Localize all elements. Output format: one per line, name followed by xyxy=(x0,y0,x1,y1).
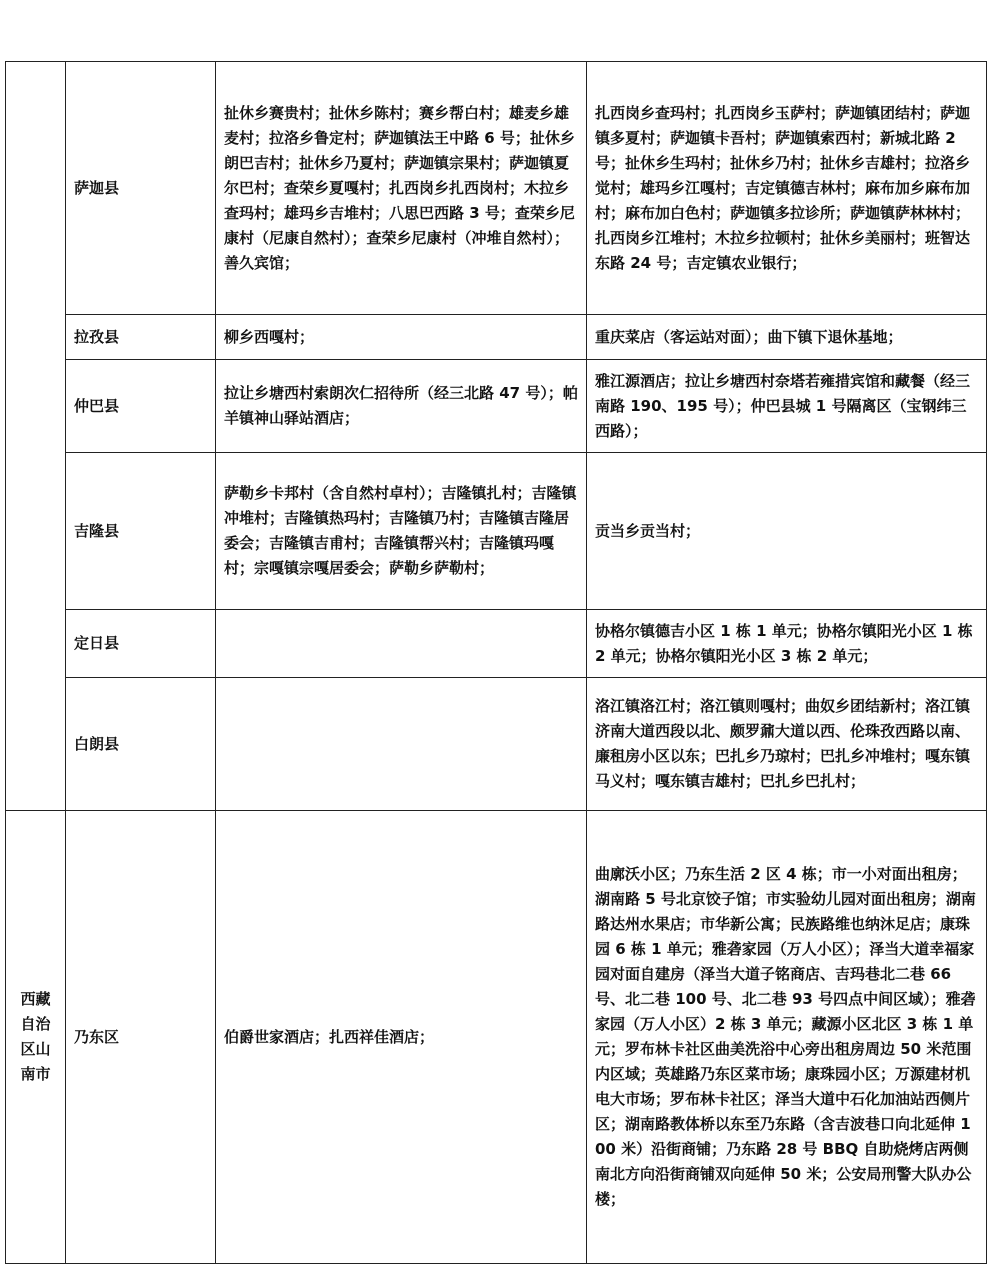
mid-risk-cell: 柳乡西嘎村； xyxy=(216,315,587,360)
table-row xyxy=(6,315,987,360)
risk-area-table xyxy=(5,61,987,1264)
mid-risk-cell: 伯爵世家酒店；扎西祥佳酒店； xyxy=(216,811,587,1264)
mid-risk-cell: 拉让乡塘西村索朗次仁招待所（经三北路 47 号）；帕羊镇神山驿站酒店； xyxy=(216,360,587,453)
table-row xyxy=(6,678,987,811)
low-risk-cell: 贡当乡贡当村； xyxy=(587,453,987,610)
county-cell: 拉孜县 xyxy=(66,315,216,360)
county-cell: 定日县 xyxy=(66,610,216,678)
low-risk-cell: 洛江镇洛江村；洛江镇则嘎村；曲奴乡团结新村；洛江镇济南大道西段以北、颇罗鼐大道以西、伦珠孜西路以南、廉租房小区以东；巴扎乡乃琼村；巴扎乡冲堆村；嘎东镇马义村；嘎东镇吉雄村；巴扎乡巴扎村； xyxy=(587,678,987,811)
low-risk-cell: 雅江源酒店；拉让乡塘西村奈塔若雍措宾馆和藏餐（经三南路 190、195 号）；仲巴县城 1 号隔离区（宝钢纬三西路）； xyxy=(587,360,987,453)
low-risk-cell: 协格尔镇德吉小区 1 栋 1 单元；协格尔镇阳光小区 1 栋 2 单元；协格尔镇阳光小区 3 栋 2 单元； xyxy=(587,610,987,678)
county-cell: 萨迦县 xyxy=(66,62,216,315)
low-risk-cell: 曲廓沃小区；乃东生活 2 区 4 栋；市一小对面出租房；湖南路 5 号北京饺子馆；市实验幼儿园对面出租房；湖南路达州水果店；市华新公寓；民族路维也纳沐足店；康珠园 6 栋 1 单元；雅砻家园（万人小区）；泽当大道幸福家园对面自建房（泽当大道子铭商店、吉玛巷北二巷 66 号、北二巷 100 号、北二巷 93 号四点中间区域）；雅砻家园（万人小区）2 栋 3 单元；藏源小区北区 3 栋 1 单元；罗布林卡社区曲美洗浴中心旁出租房周边 50 米范围内区域；英雄路乃东区菜市场；康珠园小区；万源建材机电大市场；罗布林卡社区；泽当大道中石化加油站西侧片区；湖南路教体桥以东至乃东路（含吉波巷口向北延伸 100 米）沿街商铺；乃东路 28 号 BBQ 自助烧烤店两侧南北方向沿街商铺双向延伸 50 米；公安局刑警大队办公楼； xyxy=(587,811,987,1264)
table-row xyxy=(6,610,987,678)
region-cell-empty xyxy=(6,62,66,811)
county-cell: 吉隆县 xyxy=(66,453,216,610)
mid-risk-cell: 萨勒乡卡邦村（含自然村卓村）；吉隆镇扎村；吉隆镇冲堆村；吉隆镇热玛村；吉隆镇乃村；吉隆镇吉隆居委会；吉隆镇吉甫村；吉隆镇帮兴村；吉隆镇玛嘎村；宗嘎镇宗嘎居委会；萨勒乡萨勒村； xyxy=(216,453,587,610)
region-cell: 西藏自治区山南市 xyxy=(6,811,66,1264)
mid-risk-cell xyxy=(216,610,587,678)
low-risk-cell: 重庆菜店（客运站对面）；曲下镇下退休基地； xyxy=(587,315,987,360)
table-row xyxy=(6,360,987,453)
low-risk-cell: 扎西岗乡查玛村；扎西岗乡玉萨村；萨迦镇团结村；萨迦镇多夏村；萨迦镇卡吾村；萨迦镇索西村；新城北路 2 号；扯休乡生玛村；扯休乡乃村；扯休乡吉雄村；拉洛乡觉村；雄玛乡江嘎村；吉定镇德吉林村；麻布加乡麻布加村；麻布加白色村；萨迦镇多拉诊所；萨迦镇萨林林村；扎西岗乡江堆村；木拉乡拉顿村；扯休乡美丽村；班智达东路 24 号；吉定镇农业银行； xyxy=(587,62,987,315)
table-row xyxy=(6,62,987,315)
mid-risk-cell xyxy=(216,678,587,811)
county-cell: 仲巴县 xyxy=(66,360,216,453)
county-cell: 白朗县 xyxy=(66,678,216,811)
table-row xyxy=(6,811,987,1264)
county-cell: 乃东区 xyxy=(66,811,216,1264)
mid-risk-cell: 扯休乡赛贵村；扯休乡陈村；赛乡帮白村；雄麦乡雄麦村；拉洛乡鲁定村；萨迦镇法王中路 6 号；扯休乡朗巴吉村；扯休乡乃夏村；萨迦镇宗果村；萨迦镇夏尔巴村；查荣乡夏嘎村；扎西岗乡扎西岗村；木拉乡查玛村；雄玛乡吉堆村；八思巴西路 3 号；查荣乡尼康村（尼康自然村）；查荣乡尼康村（冲堆自然村）；善久宾馆； xyxy=(216,62,587,315)
table-row xyxy=(6,453,987,610)
